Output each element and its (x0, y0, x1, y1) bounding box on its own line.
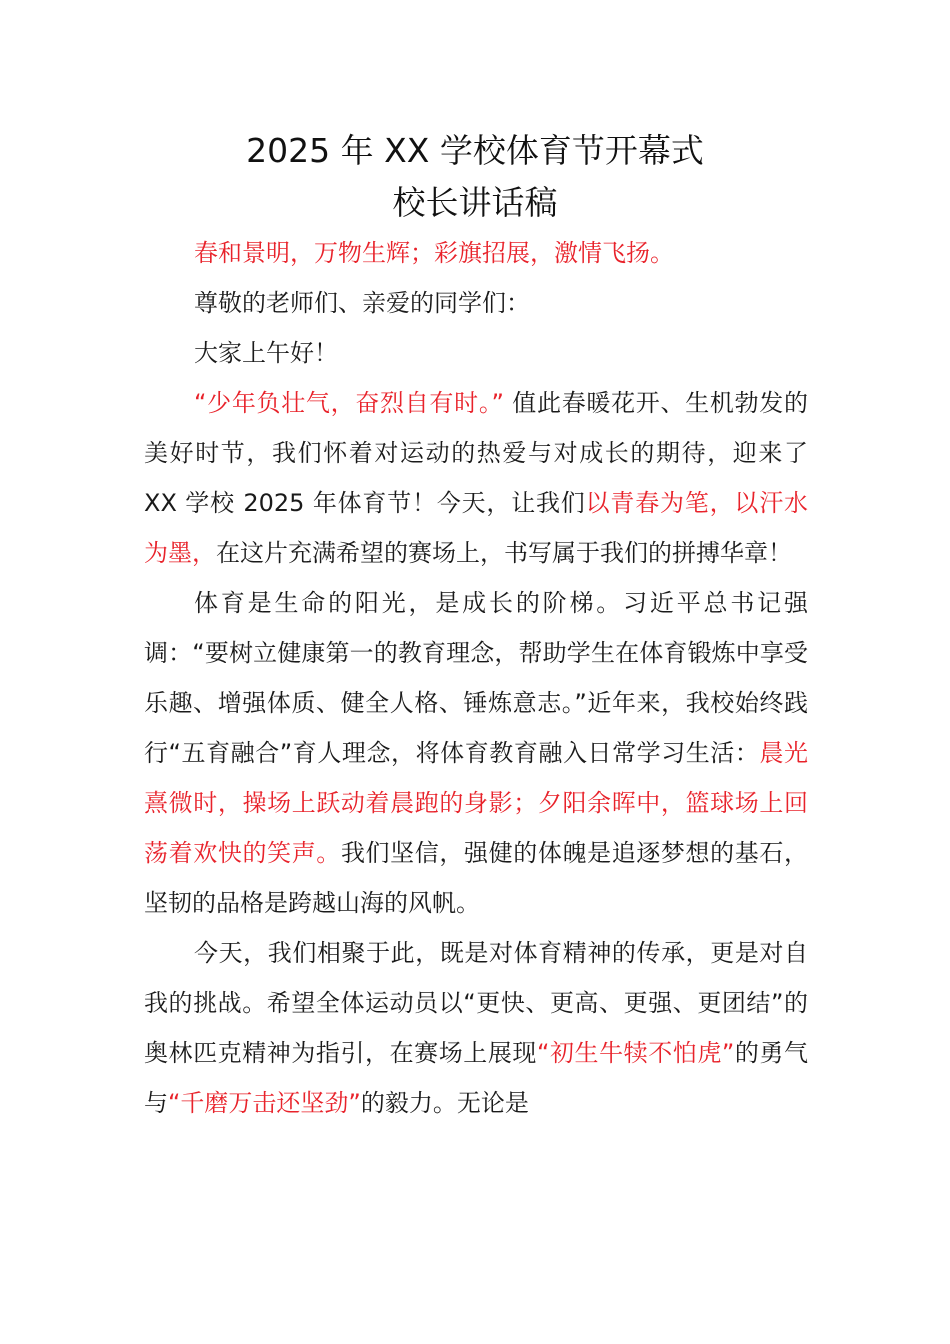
body-text-run: 今天，我们相聚于此，既是对体育精神的传承，更是对自我的挑战。希望全体运动员以“更快、更高、更强、更团结”的奥林匹克精神为指引，在赛场上展现 (144, 939, 808, 1067)
body-text-run: 的勇气与 (144, 1039, 809, 1117)
paragraph (144, 578, 808, 928)
paragraph (144, 278, 808, 328)
document-body (144, 228, 808, 1128)
highlighted-text: 晨光熹微时，操场上跃动着晨跑的身影；夕阳余晖中，篮球场上回荡着欢快的笑声。 (144, 739, 808, 867)
document-subtitle: 校长讲话稿 (392, 183, 558, 222)
highlighted-text: “初生牛犊不怕虎” (536, 1039, 735, 1067)
body-text-run: 在这片充满希望的赛场上，书写属于我们的拼搏华章！ (216, 539, 792, 567)
body-text-run: 大家上午好！ (194, 339, 338, 367)
paragraph (144, 328, 808, 378)
highlighted-text: “千磨万击还坚劲” (168, 1089, 361, 1117)
body-text-run: 的毅力。无论是 (360, 1089, 529, 1117)
paragraph (144, 928, 808, 1128)
highlighted-text: 以青春为笔，以汗水为墨， (144, 489, 808, 567)
body-text-run: 体育是生命的阳光，是成长的阶梯。习近平总书记强调：“要树立健康第一的教育理念，帮助学生在体育锻炼中享受乐趣、增强体质、健全人格、锤炼意志。”近年来，我校始终践行“五育融合”育人理念，将体育教育融入日常学习生活： (144, 589, 808, 767)
body-text-run: 值此春暖花开、生机勃发的美好时节，我们怀着对运动的热爱与对成长的期待，迎来了 XX 学校 2025 年体育节！今天，让我们 (144, 389, 808, 517)
body-text-run: 尊敬的老师们、亲爱的同学们： (194, 289, 530, 317)
highlighted-text: 春和景明，万物生辉；彩旗招展，激情飞扬。 (194, 239, 674, 267)
highlighted-text: “少年负壮气，奋烈自有时。” (194, 389, 504, 417)
document-title: 2025 年 XX 学校体育节开幕式 (246, 131, 704, 170)
paragraph (144, 228, 808, 278)
paragraph (144, 378, 808, 578)
body-text-run: 我们坚信，强健的体魄是追逐梦想的基石，坚韧的品格是跨越山海的风帆。 (144, 839, 809, 917)
